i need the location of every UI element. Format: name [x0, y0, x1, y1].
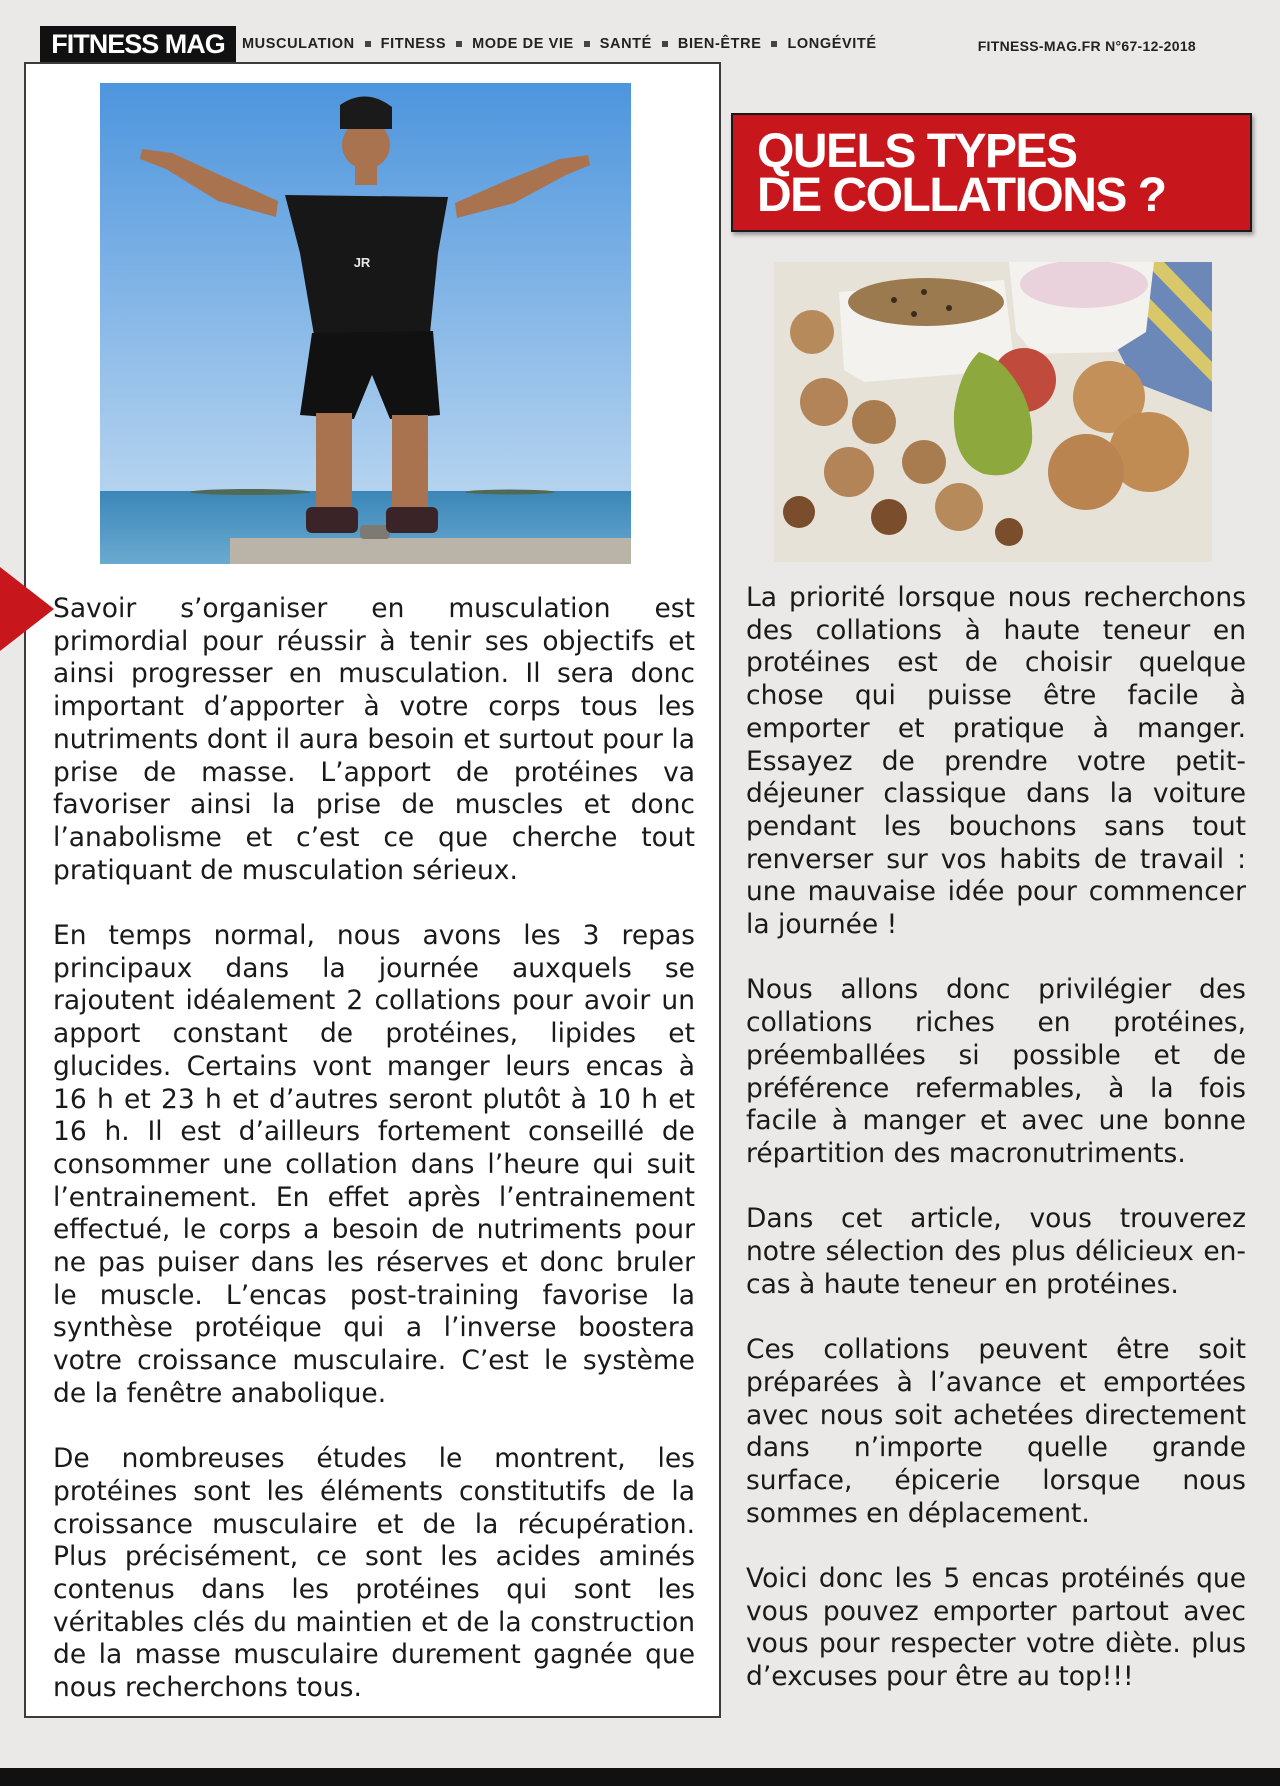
paragraph: En temps normal, nous avons les 3 repas principaux dans la journée auxquels se rajoutent idéalement 2 collations pour avoir un apport constant de protéines, lipides et glucides. Certains vont manger leurs encas à 16 h et 23 h et d’autres seront plutôt à 10 h et 16 h. Il est d’ailleurs fortement conseillé de consommer une collation dans l’heure qui suit l’entrainement. En effet après l’entrainement effectué, le corps a besoin de nutriments pour ne pas puiser dans les réserves et donc bruler le muscle. L’encas post-training favorise la synthèse protéique qui a l’inverse boostera votre croissance musculaire. C’est le système de la fenêtre anabolique. [53, 920, 695, 1409]
nav-item-musculation: MUSCULATION [242, 36, 355, 52]
heading-line-1: QUELS TYPES [757, 125, 1077, 178]
nav-item-bien-etre: BIEN-ÊTRE [677, 36, 762, 52]
paragraph: La priorité lorsque nous recherchons des collations à haute teneur en protéines est de choisir quelque chose qui puisse être facile à emporter et pratique à manger. Essayez de prendre votre petit-déjeuner classique dans la voiture pendant les bouchons sans tout renverser sur vos habits de travail : une mauvaise idée pour commencer la journée ! [746, 582, 1246, 941]
red-pointer-arrow [0, 567, 54, 651]
issue-number: FITNESS-MAG.FR N°67-12-2018 [977, 38, 1196, 54]
bodybuilder-photo [100, 83, 631, 564]
nav-separator [365, 41, 371, 47]
nav-separator [662, 41, 668, 47]
page-footer-bar [0, 1768, 1280, 1786]
paragraph: Nous allons donc privilégier des collations riches en protéines, préemballées si possible et de préférence refermables, à la fois facile à manger et avec une bonne répartition des macronutriments. [746, 974, 1246, 1169]
svg-text:JR: JR [353, 255, 371, 270]
snacks-photo [774, 262, 1212, 562]
paragraph: Savoir s’organiser en musculation est primordial pour réussir à tenir ses objectifs et ainsi progresser en musculation. Il sera donc important d’apporter à votre corps tous les nutriments dont il aura besoin et surtout pour la prise de masse. L’apport de protéines va favoriser ainsi la prise de muscles et donc l’anabolisme et c’est ce que cherche tout pratiquant de musculation sérieux. [53, 593, 695, 886]
paragraph: Voici donc les 5 encas protéinés que vous pouvez emporter partout avec vous pour respecter votre diète. plus d’excuses pour être au top!!! [746, 1563, 1246, 1693]
paragraph: Dans cet article, vous trouverez notre sélection des plus délicieux en-cas à haute teneur en protéines. [746, 1203, 1246, 1300]
nav-item-sante: SANTÉ [599, 36, 652, 52]
heading-line-2: DE COLLATIONS ? [757, 169, 1166, 222]
nav-separator [584, 41, 590, 47]
paragraph: Ces collations peuvent être soit préparées à l’avance et emportées avec nous soit achetées directement dans n’importe quelle grande surface, épicerie lorsque nous sommes en déplacement. [746, 1334, 1246, 1529]
paragraph: De nombreuses études le montrent, les protéines sont les éléments constitutifs de la croissance musculaire et de la récupération. Plus précisément, ce sont les acides aminés contenus dans les protéines qui sont les véritables clés du maintien et de la construction de la masse musculaire durement gagnée que nous recherchons tous. [53, 1443, 695, 1704]
left-article-body [53, 593, 695, 1705]
nav-item-fitness: FITNESS [380, 36, 447, 52]
nav-item-mode-de-vie: MODE DE VIE [472, 36, 574, 52]
nav-separator [771, 41, 777, 47]
section-nav [242, 34, 877, 54]
nav-item-longevite: LONGÉVITÉ [787, 36, 877, 52]
brand-logo: FITNESS MAG [40, 26, 236, 62]
magazine-header [0, 0, 1280, 62]
nav-separator [456, 41, 462, 47]
section-heading [731, 113, 1252, 232]
right-article-body [746, 582, 1246, 1694]
